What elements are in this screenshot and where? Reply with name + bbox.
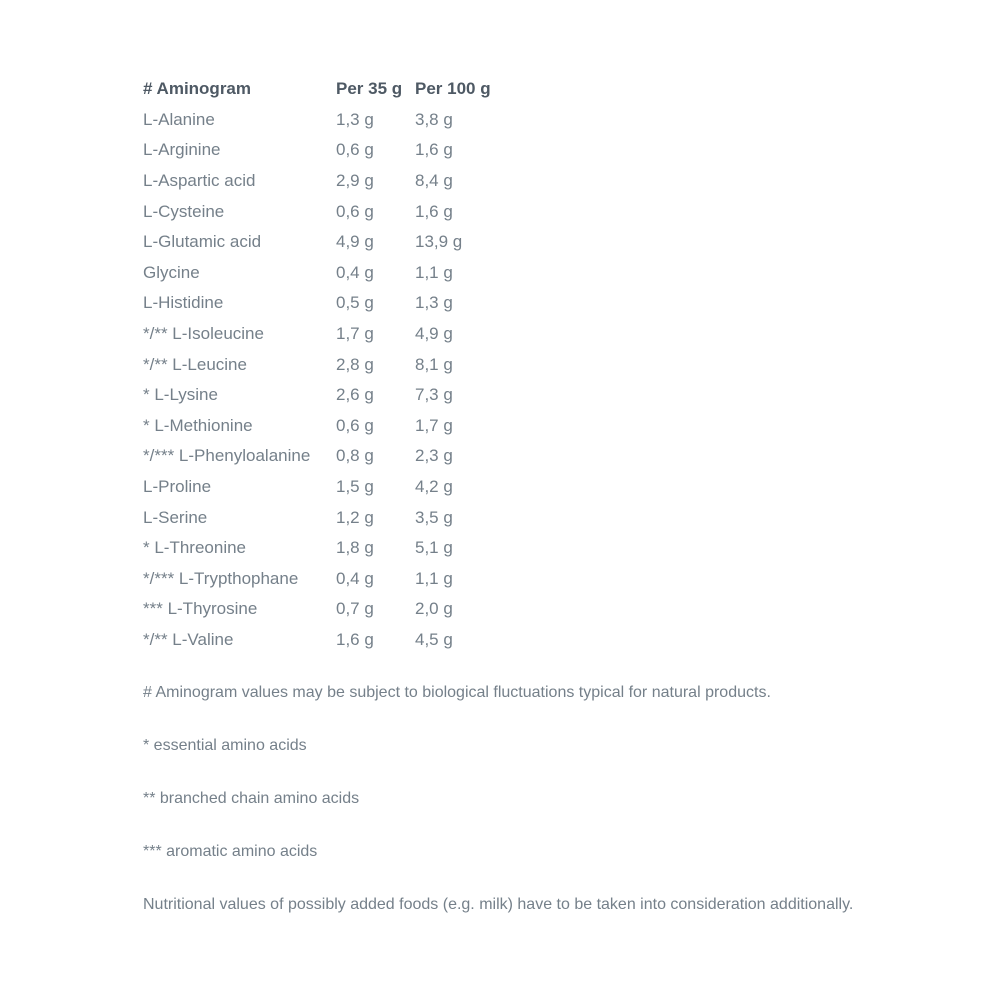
amino-acid-name: */** L-Isoleucine [143,324,264,344]
value-per-100g: 2,3 g [415,446,453,466]
value-per-35g: 2,6 g [336,385,374,405]
table-row [143,319,1000,350]
note-line: *** aromatic amino acids [143,843,318,861]
table-row [143,105,1000,136]
table-row [143,502,1000,533]
amino-acid-name: */** L-Leucine [143,354,247,374]
value-per-35g: 2,8 g [336,354,374,374]
table-row [143,441,1000,472]
value-per-35g: 1,2 g [336,507,374,527]
table-row [143,533,1000,564]
value-per-100g: 4,2 g [415,477,453,497]
table-header-per-35g: Per 35 g [336,79,403,99]
value-per-35g: 4,9 g [336,232,374,252]
amino-acid-name: L-Proline [143,477,212,497]
value-per-35g: 1,5 g [336,477,374,497]
note-line: ** branched chain amino acids [143,790,360,808]
note-line: Nutritional values of possibly added foods (e.g. milk) have to be taken into consideration additionally. [143,896,854,914]
value-per-35g: 1,7 g [336,324,374,344]
value-per-100g: 4,9 g [415,324,453,344]
table-row [143,625,1000,656]
value-per-100g: 1,1 g [415,262,453,282]
value-per-35g: 0,4 g [336,568,374,588]
table-row [143,258,1000,289]
value-per-35g: 2,9 g [336,171,374,191]
table-row [143,380,1000,411]
note-line: * essential amino acids [143,737,307,755]
value-per-100g: 13,9 g [415,232,463,252]
table-row [143,288,1000,319]
value-per-35g: 0,8 g [336,446,374,466]
value-per-100g: 8,4 g [415,171,453,191]
amino-acid-name: L-Serine [143,507,208,527]
value-per-35g: 0,6 g [336,201,374,221]
value-per-35g: 0,5 g [336,293,374,313]
table-row [143,135,1000,166]
value-per-35g: 0,4 g [336,262,374,282]
amino-acid-name: L-Glutamic acid [143,232,262,252]
value-per-100g: 1,6 g [415,201,453,221]
amino-acid-name: L-Cysteine [143,201,225,221]
value-per-100g: 1,6 g [415,140,453,160]
table-row [143,196,1000,227]
table-row [143,166,1000,197]
amino-acid-name: *** L-Thyrosine [143,599,258,619]
table-row [143,411,1000,442]
amino-acid-name: * L-Lysine [143,385,218,405]
value-per-100g: 4,5 g [415,629,453,649]
table-header-per-100g: Per 100 g [415,79,491,99]
amino-acid-name: */** L-Valine [143,629,234,649]
table-row [143,227,1000,258]
value-per-35g: 1,8 g [336,538,374,558]
amino-acid-name: * L-Threonine [143,538,247,558]
notes-section [143,683,1000,915]
amino-acid-name: L-Alanine [143,109,215,129]
amino-acid-name: L-Histidine [143,293,224,313]
amino-acid-name: * L-Methionine [143,415,253,435]
amino-acid-name: Glycine [143,262,200,282]
value-per-100g: 1,3 g [415,293,453,313]
value-per-100g: 7,3 g [415,385,453,405]
table-row [143,472,1000,503]
note-line: # Aminogram values may be subject to biological fluctuations typical for natural products. [143,684,771,702]
table-header-aminogram: # Aminogram [143,79,252,99]
amino-acid-name: */*** L-Trypthophane [143,568,299,588]
value-per-35g: 1,6 g [336,629,374,649]
value-per-35g: 0,7 g [336,599,374,619]
value-per-35g: 1,3 g [336,109,374,129]
value-per-35g: 0,6 g [336,415,374,435]
value-per-100g: 3,5 g [415,507,453,527]
table-row [143,349,1000,380]
value-per-100g: 8,1 g [415,354,453,374]
aminogram-table [143,74,1000,655]
value-per-100g: 2,0 g [415,599,453,619]
table-row [143,564,1000,595]
value-per-100g: 3,8 g [415,109,453,129]
amino-acid-name: */*** L-Phenyloalanine [143,446,311,466]
value-per-35g: 0,6 g [336,140,374,160]
amino-acid-name: L-Arginine [143,140,221,160]
value-per-100g: 1,1 g [415,568,453,588]
aminogram-table-body [143,105,1000,656]
table-row [143,594,1000,625]
table-header-row [143,74,1000,105]
amino-acid-name: L-Aspartic acid [143,171,256,191]
value-per-100g: 5,1 g [415,538,453,558]
value-per-100g: 1,7 g [415,415,453,435]
